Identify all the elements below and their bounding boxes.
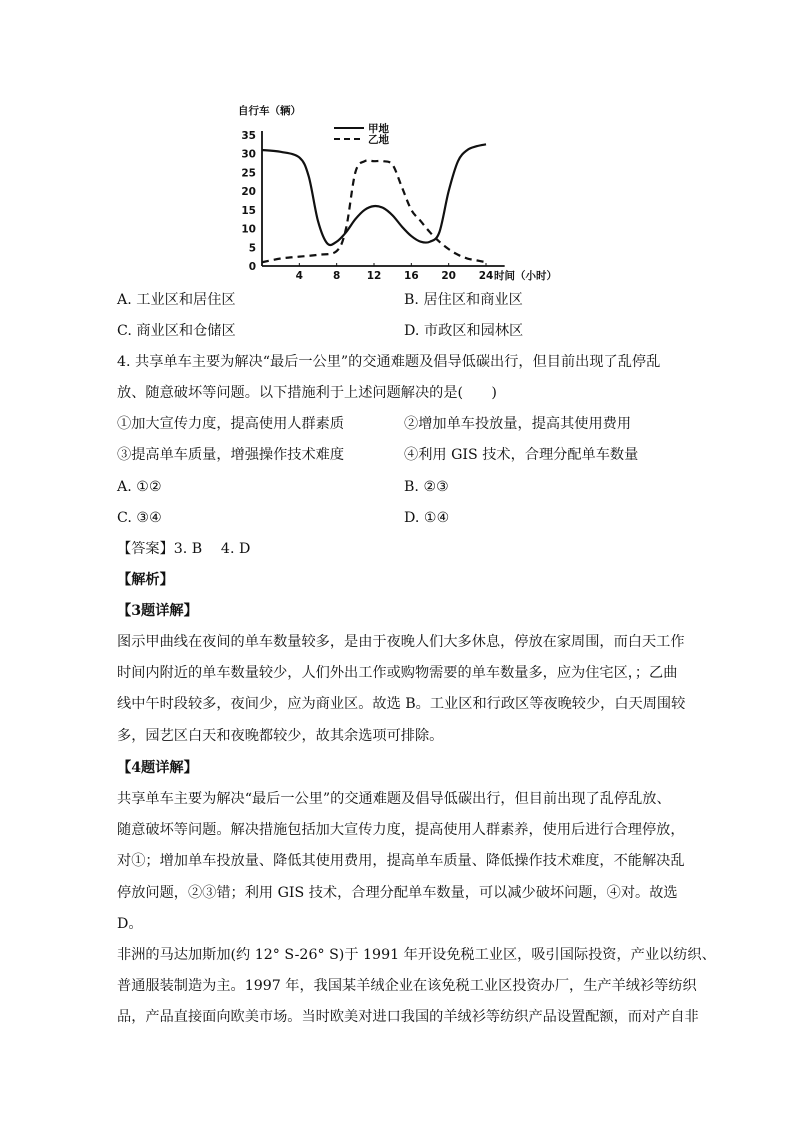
q4-detail-line: D。	[117, 915, 143, 932]
q4-option-c: C. ③④	[117, 510, 162, 526]
q3-option-c: C. 商业区和仓储区	[117, 323, 236, 339]
y-tick-label: 15	[241, 204, 256, 217]
y-tick-label: 20	[241, 186, 256, 199]
q4-detail-line: 停放问题，②③错；利用 GIS 技术，合理分配单车数量，可以减少破坏问题，④对。故选	[117, 884, 678, 901]
y-tick-label: 5	[248, 242, 256, 255]
passage-line: 品，产品直接面向欧美市场。当时欧美对进口我国的羊绒衫等纺织产品设置配额，而对产自非	[117, 1009, 699, 1026]
chart-svg	[234, 100, 564, 288]
q4-item-2: ②增加单车投放量，提高其使用费用	[404, 416, 632, 432]
answer-line: 【答案】3. B 4. D	[117, 541, 251, 557]
y-tick-label: 25	[241, 167, 256, 180]
x-tick-label: 24	[478, 270, 494, 282]
q4-item-4: ④利用 GIS 技术，合理分配单车数量	[404, 447, 639, 463]
x-tick-label: 16	[404, 270, 419, 282]
analysis-heading: 【解析】	[117, 572, 174, 588]
y-tick-label: 10	[241, 223, 256, 236]
x-tick-label: 20	[441, 270, 456, 282]
bicycle-count-chart	[234, 100, 564, 288]
q3-detail-heading: 【3题详解】	[117, 603, 198, 619]
q4-option-a: A. ①②	[117, 479, 162, 495]
passage-line: 普通服装制造为主。1997 年，我国某羊绒企业在该免税工业区投资办厂，生产羊绒衫等纺织	[117, 978, 697, 995]
q3-option-b: B. 居住区和商业区	[404, 292, 523, 308]
q4-detail-line: 共享单车主要为解决“最后一公里”的交通难题及倡导低碳出行，但目前出现了乱停乱放、	[117, 791, 671, 807]
y-tick-label: 35	[241, 130, 256, 142]
q3-detail-line: 图示甲曲线在夜间的单车数量较多，是由于夜晚人们大多休息，停放在家周围，而白天工作	[117, 634, 685, 650]
q4-detail-line: 随意破坏等问题。解决措施包括加大宣传力度，提高使用人群素养，使用后进行合理停放，	[117, 822, 685, 839]
y-tick-label: 0	[248, 261, 256, 273]
q4-item-1: ①加大宣传力度，提高使用人群素质	[117, 416, 345, 432]
q4-stem-line-2: 放、随意破坏等问题。以下措施利于上述问题解决的是( )	[117, 385, 497, 401]
q4-detail-heading: 【4题详解】	[117, 760, 198, 776]
q4-detail-text	[117, 784, 685, 940]
x-tick-label: 4	[295, 270, 303, 282]
y-axis-label: 自行车（辆）	[238, 105, 301, 117]
q4-stem-line-1: 4. 共享单车主要为解决“最后一公里”的交通难题及倡导低碳出行，但目前出现了乱停乱	[117, 354, 661, 370]
x-axis-label: 时间（小时）	[494, 270, 557, 282]
q3-detail-line: 时间内附近的单车数量较少，人们外出工作或购物需要的单车数量多，应为住宅区，；乙曲	[117, 665, 678, 682]
q4-option-b: B. ②③	[404, 479, 449, 495]
q4-detail-line: 对①；增加单车投放量、降低其使用费用，提高单车质量、降低操作技术难度，不能解决乱	[117, 853, 685, 870]
series-line-jia	[262, 144, 486, 245]
legend-label: 甲地	[368, 123, 389, 135]
passage-text	[117, 940, 716, 1034]
q3-detail-line: 多，园艺区白天和夜晚都较少，故其余选项可排除。	[117, 727, 444, 744]
q3-option-d: D. 市政区和园林区	[404, 323, 524, 339]
q3-detail-line: 线中午时段较多，夜间少，应为商业区。故选 B。工业区和行政区等夜晚较少，白天周围较	[117, 696, 686, 713]
q3-option-a: A. 工业区和居住区	[117, 292, 236, 308]
passage-line: 非洲的马达加斯加(约 12° S-26° S)于 1991 年开设免税工业区，吸引国际投资，产业以纺织、	[117, 947, 716, 963]
x-tick-label: 8	[333, 270, 341, 282]
q4-option-d: D. ①④	[404, 510, 450, 526]
y-tick-label: 30	[241, 148, 256, 161]
x-tick-label: 12	[366, 270, 382, 282]
q3-detail-text	[117, 627, 686, 752]
q4-item-3: ③提高单车质量，增强操作技术难度	[117, 447, 345, 463]
legend-label: 乙地	[368, 134, 389, 146]
